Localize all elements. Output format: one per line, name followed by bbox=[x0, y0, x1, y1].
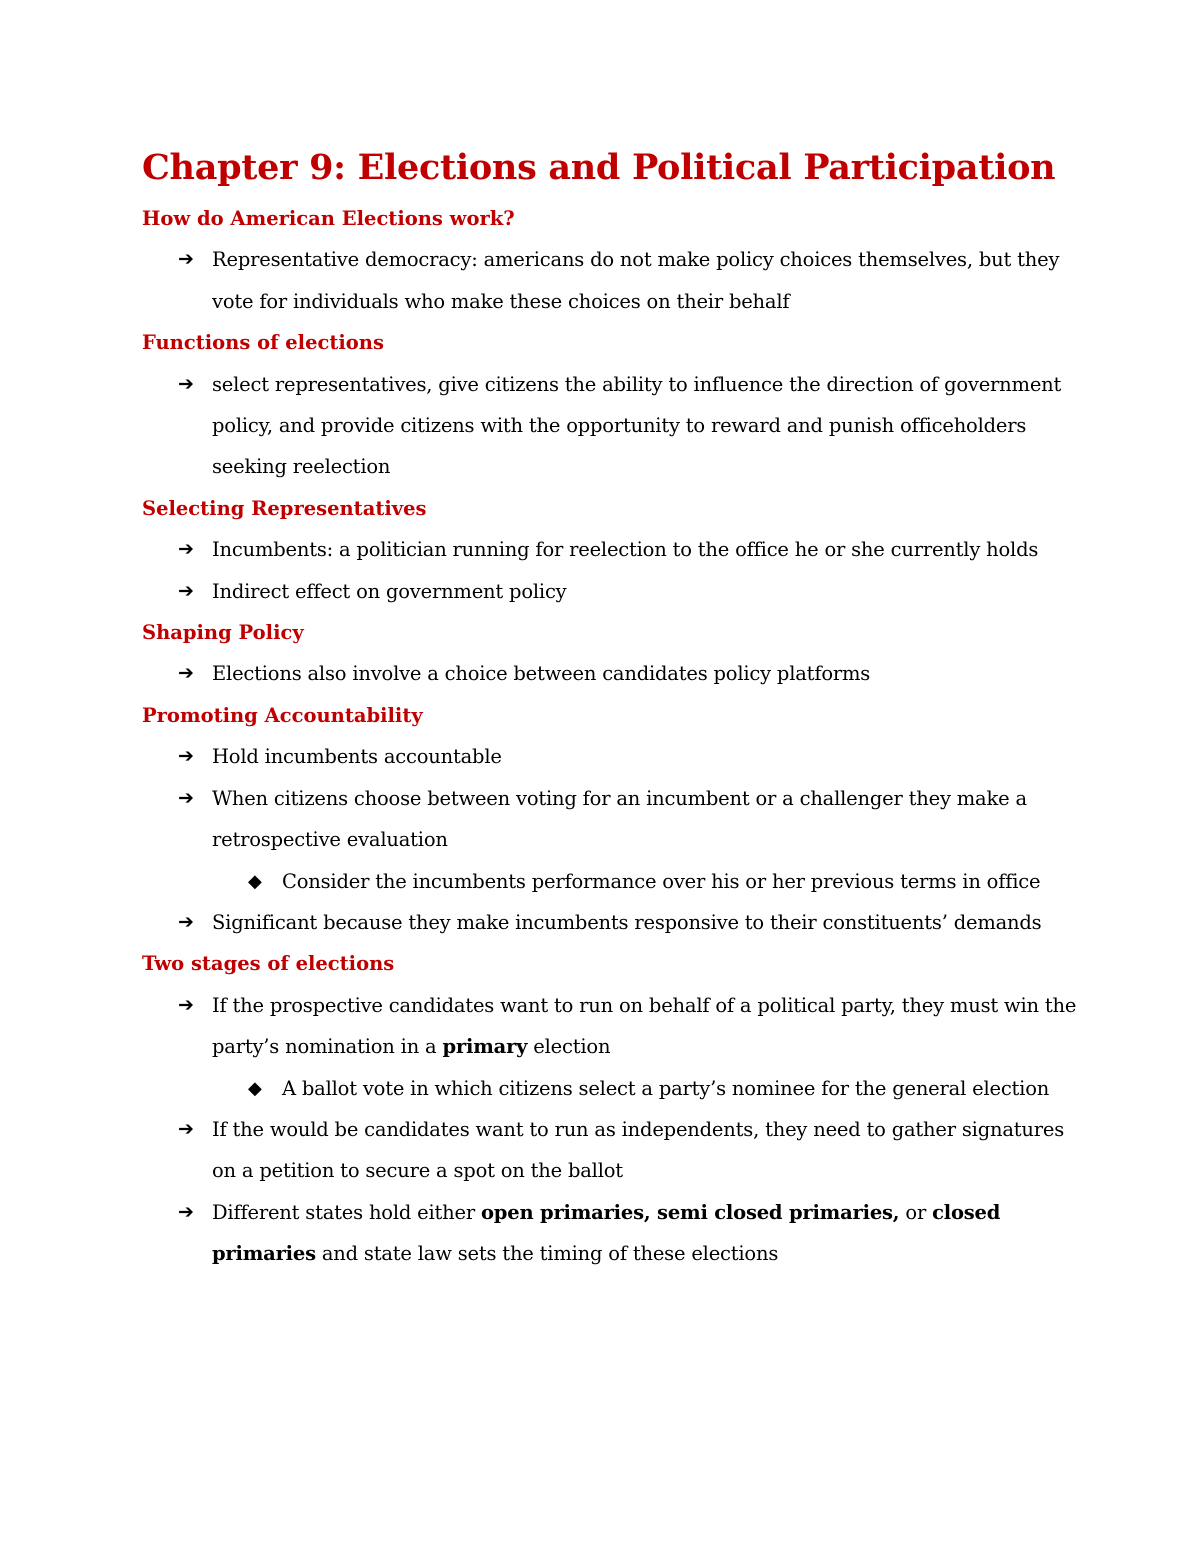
sub-bullet-item bbox=[142, 861, 1082, 902]
bullet-item bbox=[142, 1192, 1082, 1275]
bullet-text: or bbox=[899, 1200, 933, 1224]
arrow-bullet-icon: ➔ bbox=[178, 993, 194, 1016]
section-heading: Selecting Representatives bbox=[142, 496, 427, 520]
bullet-item bbox=[142, 985, 1082, 1068]
section-heading: Promoting Accountability bbox=[142, 703, 423, 727]
bullet-text: Different states hold either bbox=[212, 1200, 481, 1224]
sub-bullet-item bbox=[142, 1068, 1082, 1109]
arrow-bullet-icon: ➔ bbox=[178, 662, 194, 685]
arrow-bullet-icon: ➔ bbox=[178, 786, 194, 809]
bullet-item bbox=[142, 364, 1082, 488]
bullet-item bbox=[142, 1109, 1082, 1192]
bullet-text: election bbox=[527, 1035, 611, 1059]
bullet-item bbox=[142, 529, 1082, 570]
bullet-text: Hold incumbents accountable bbox=[212, 745, 502, 769]
section-heading: How do American Elections work? bbox=[142, 207, 515, 230]
bullet-text: Incumbents: a politician running for reelection to the office he or she currently holds bbox=[212, 538, 1039, 562]
arrow-bullet-icon: ➔ bbox=[178, 579, 194, 602]
bullet-text: and state law sets the timing of these elections bbox=[315, 1242, 779, 1266]
bullet-text: select representatives, give citizens the ability to influence the direction of government policy, and provide citizens with the opportunity to reward and punish officeholders seeking reelection bbox=[212, 372, 1062, 479]
bullet-text: Significant because they make incumbents responsive to their constituents’ demands bbox=[212, 910, 1042, 934]
arrow-bullet-icon: ➔ bbox=[178, 1200, 194, 1223]
bullet-item bbox=[142, 239, 1082, 322]
bullet-text: Indirect effect on government policy bbox=[212, 579, 567, 603]
arrow-bullet-icon: ➔ bbox=[178, 1117, 194, 1140]
bold-term: primary bbox=[442, 1035, 528, 1059]
bullet-text: A ballot vote in which citizens select a party’s nominee for the general election bbox=[282, 1076, 1050, 1100]
bullet-text: If the prospective candidates want to run on behalf of a political party, they must win the party’s nomination in a bbox=[212, 993, 1077, 1059]
bullet-text: If the would be candidates want to run as independents, they need to gather signatures on a petition to secure a spot on the ballot bbox=[212, 1117, 1065, 1183]
bullet-item bbox=[142, 736, 1082, 777]
diamond-bullet-icon: ◆ bbox=[248, 870, 262, 892]
bullet-item bbox=[142, 902, 1082, 943]
arrow-bullet-icon: ➔ bbox=[178, 910, 194, 933]
bullet-text: Consider the incumbents performance over his or her previous terms in office bbox=[282, 869, 1041, 893]
bullet-item bbox=[142, 778, 1082, 861]
arrow-bullet-icon: ➔ bbox=[178, 372, 194, 395]
bullet-text: Elections also involve a choice between candidates policy platforms bbox=[212, 662, 871, 686]
page-title: Chapter 9: Elections and Political Participation bbox=[142, 147, 1056, 188]
bold-term: closed primaries bbox=[212, 1200, 1001, 1266]
section-heading: Functions of elections bbox=[142, 331, 384, 355]
bold-term: open primaries, semi closed primaries, bbox=[481, 1200, 900, 1224]
diamond-bullet-icon: ◆ bbox=[248, 1077, 262, 1099]
notes-body bbox=[142, 198, 1082, 1275]
arrow-bullet-icon: ➔ bbox=[178, 248, 194, 271]
bullet-item bbox=[142, 571, 1082, 612]
arrow-bullet-icon: ➔ bbox=[178, 745, 194, 768]
section-heading: Two stages of elections bbox=[142, 952, 395, 976]
bullet-text: Representative democracy: americans do not make policy choices themselves, but they vote for individuals who make these choices on their behalf bbox=[212, 248, 1060, 313]
section-heading: Shaping Policy bbox=[142, 621, 304, 645]
document-page bbox=[142, 140, 1082, 1275]
bullet-item bbox=[142, 653, 1082, 694]
bullet-text: When citizens choose between voting for an incumbent or a challenger they make a retrospective evaluation bbox=[212, 786, 1027, 852]
arrow-bullet-icon: ➔ bbox=[178, 538, 194, 561]
